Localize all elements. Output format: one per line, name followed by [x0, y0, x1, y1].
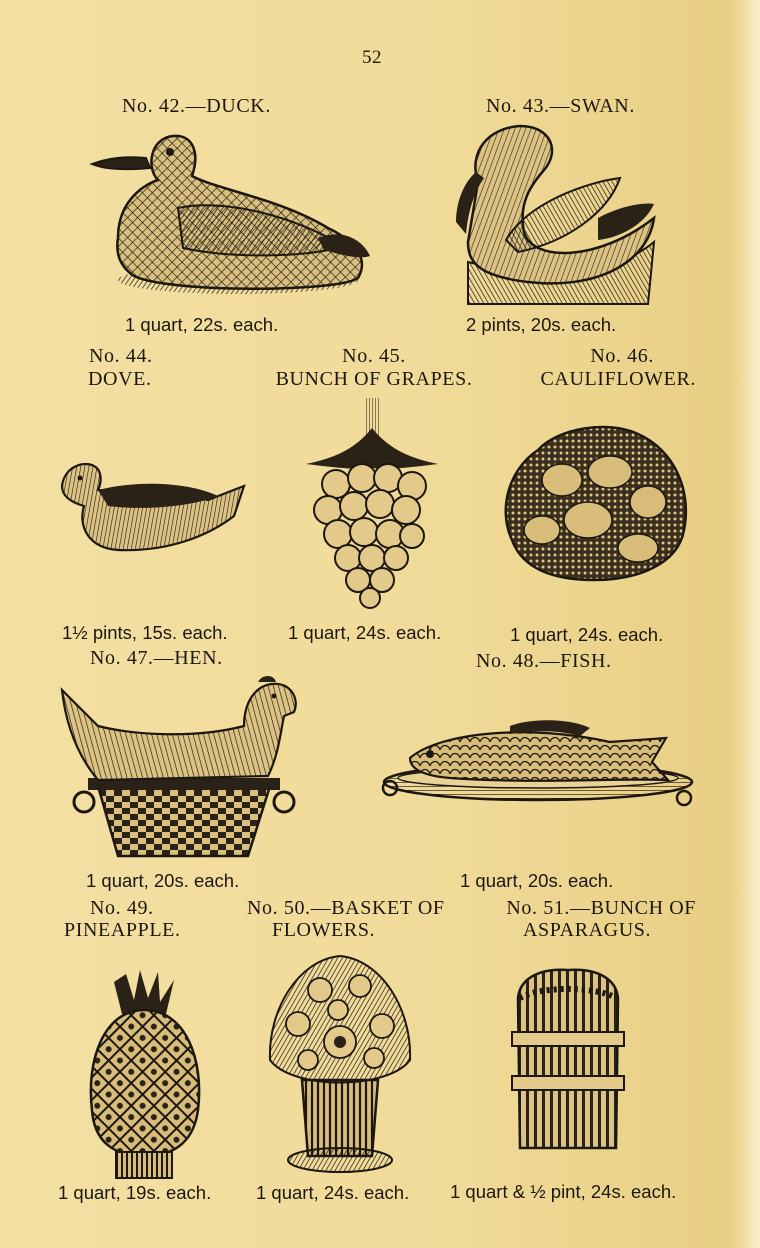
- cauliflower-number: No. 46.: [590, 345, 654, 367]
- fish-caption: 1 quart, 20s. each.: [460, 870, 614, 891]
- hen-title: No. 47.—HEN.: [90, 647, 223, 669]
- asparagus-caption: 1 quart & ½ pint, 24s. each.: [450, 1181, 677, 1202]
- fish-illustration: [380, 718, 696, 810]
- dove-name: DOVE.: [88, 368, 152, 390]
- dove-illustration: [58, 456, 246, 554]
- grapes-illustration: [306, 398, 438, 610]
- asparagus-title: No. 51.—BUNCH OF: [506, 897, 696, 919]
- basket-name: FLOWERS.: [272, 919, 376, 941]
- pineapple-name: PINEAPPLE.: [64, 919, 181, 941]
- page-number: 52: [362, 47, 382, 68]
- asparagus-name: ASPARAGUS.: [523, 919, 652, 941]
- grapes-name: BUNCH OF GRAPES.: [275, 368, 473, 390]
- cauliflower-illustration: [498, 420, 690, 582]
- flower-basket-illustration: [268, 950, 412, 1174]
- swan-illustration: [448, 122, 658, 318]
- pineapple-number: No. 49.: [90, 897, 154, 919]
- grapes-number: No. 45.: [342, 345, 406, 367]
- fish-title: No. 48.—FISH.: [476, 650, 612, 672]
- pineapple-caption: 1 quart, 19s. each.: [58, 1182, 212, 1203]
- pineapple-illustration: [86, 970, 204, 1180]
- swan-title: No. 43.—SWAN.: [486, 95, 635, 117]
- cauliflower-name: CAULIFLOWER.: [540, 368, 696, 390]
- cauliflower-caption: 1 quart, 24s. each.: [510, 624, 664, 645]
- dove-caption: 1½ pints, 15s. each.: [62, 622, 228, 643]
- swan-caption: 2 pints, 20s. each.: [466, 314, 617, 335]
- duck-caption: 1 quart, 22s. each.: [125, 314, 279, 335]
- duck-title: No. 42.—DUCK.: [122, 95, 271, 117]
- asparagus-illustration: [510, 968, 626, 1154]
- page-gutter: [742, 0, 760, 1248]
- dove-number: No. 44.: [89, 345, 153, 367]
- hen-caption: 1 quart, 20s. each.: [86, 870, 240, 891]
- basket-caption: 1 quart, 24s. each.: [256, 1182, 410, 1203]
- duck-illustration: [88, 128, 372, 298]
- basket-title: No. 50.—BASKET OF: [247, 897, 445, 919]
- grapes-caption: 1 quart, 24s. each.: [288, 622, 442, 643]
- hen-illustration: [58, 676, 300, 866]
